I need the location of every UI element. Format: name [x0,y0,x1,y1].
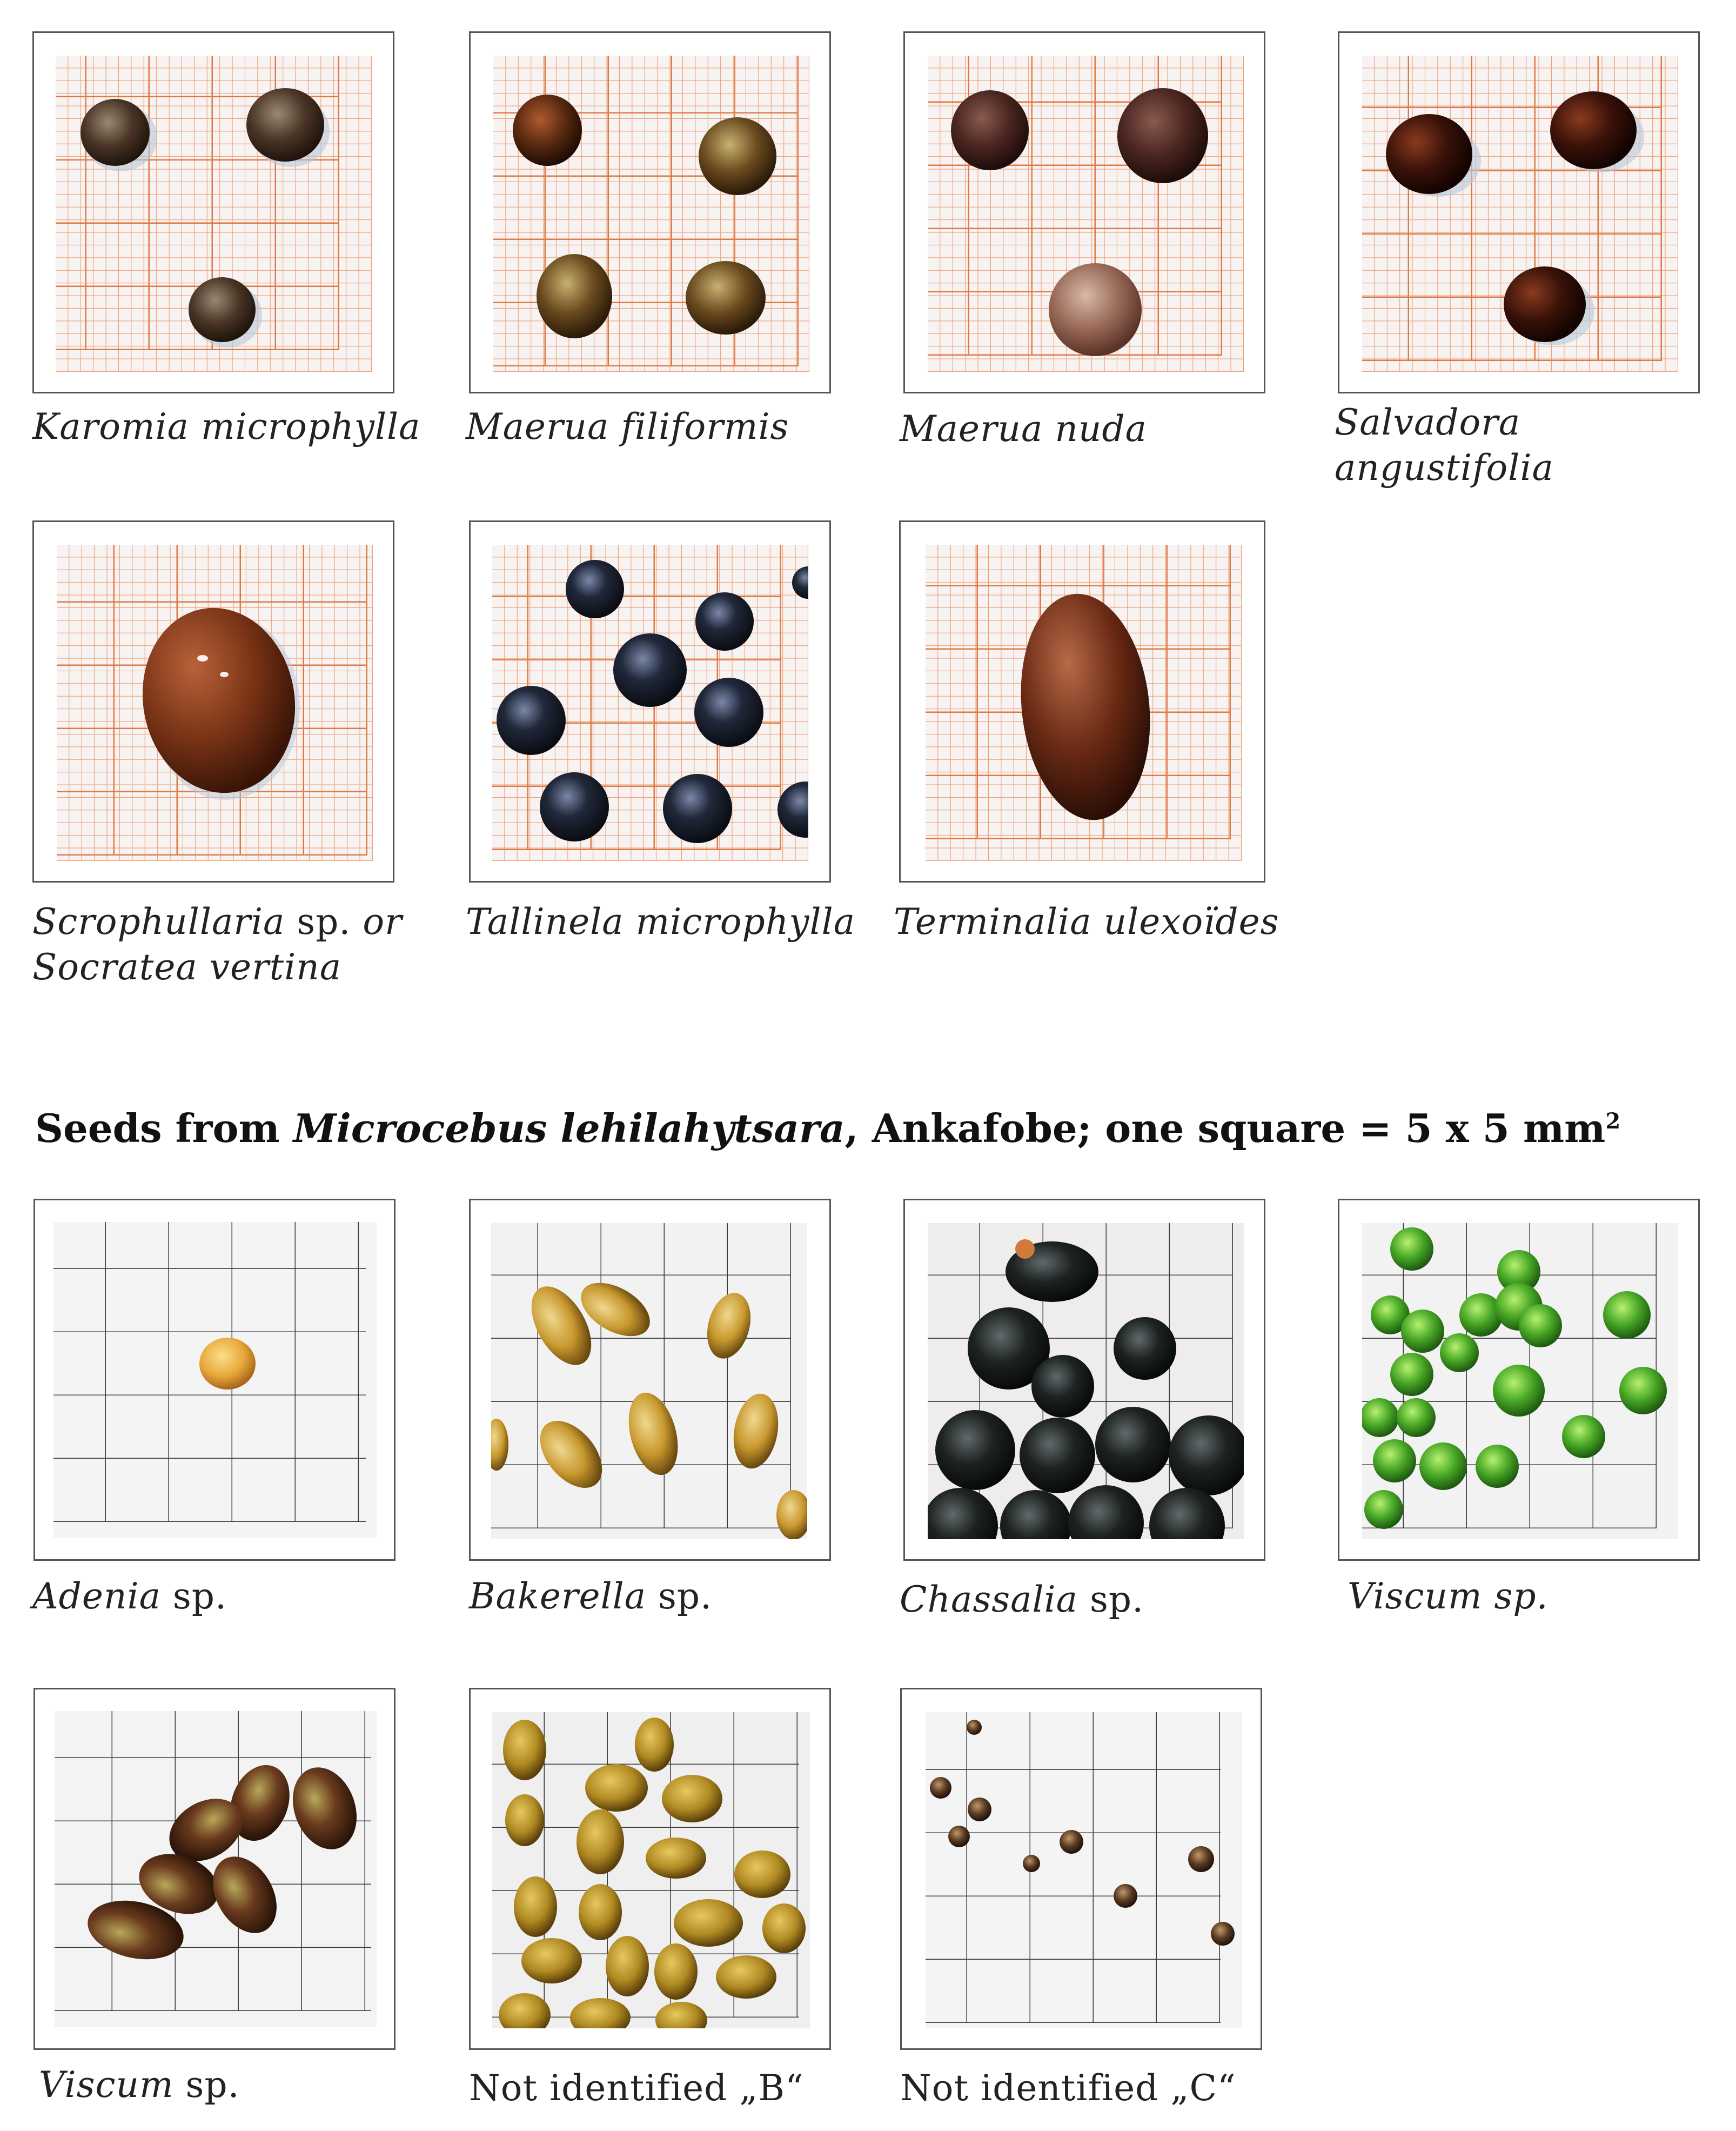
caption-adenia [32,1574,227,1619]
caption-not-identified-c [900,2066,1236,2111]
caption-italic: Chassalia [900,1579,1078,1620]
heading-sup: 2 [1605,1108,1621,1134]
photo-frame-maerua-nuda [903,31,1265,393]
seed-photo-terminalia [926,545,1242,861]
caption-italic: Bakerella [469,1575,647,1617]
caption-italic: Maerua filiformis [466,406,789,447]
seed-photo-not-identified-c [926,1712,1242,2028]
caption-terminalia [894,899,1279,945]
photo-frame-viscum-brown [33,1688,396,2050]
photo-frame-terminalia [899,520,1265,883]
caption-viscum-green [1348,1574,1549,1619]
caption-chassalia [900,1577,1144,1622]
heading-species: Microcebus lehilahytsara [293,1105,845,1151]
photo-frame-tallinela [469,520,831,883]
photo-frame-scrophullaria [32,520,394,883]
seed-photo-maerua-filiformis [493,56,809,372]
caption-karomia [32,404,421,450]
seed-photo-not-identified-b [492,1712,810,2028]
caption-bakerella [469,1574,712,1619]
caption-maerua-nuda [900,406,1147,452]
heading-suffix: , Ankafobe; one square = 5 x 5 mm [844,1105,1606,1151]
photo-frame-viscum-green [1338,1199,1700,1561]
seed-photo-karomia [56,56,372,372]
caption-italic-or: or [363,901,403,943]
photo-frame-salvadora [1338,31,1700,393]
section-heading [35,1105,1620,1151]
caption-italic: Viscum sp. [1348,1575,1549,1617]
caption-plain: Not identified „C“ [900,2067,1236,2109]
photo-frame-not-identified-b [469,1688,831,2050]
caption-scrophullaria [32,899,403,990]
seed-photo-tallinela [492,545,808,861]
caption-tallinela [466,899,855,945]
photo-frame-chassalia [903,1199,1265,1561]
caption-viscum-brown [39,2062,240,2108]
seed-photo-chassalia [928,1223,1244,1539]
seed-photo-adenia [53,1222,377,1538]
caption-plain: sp. [1078,1579,1144,1620]
photo-frame-karomia [32,31,394,393]
photo-frame-not-identified-c [900,1688,1262,2050]
seed-photo-salvadora [1362,56,1678,372]
caption-plain: sp. [160,1575,227,1617]
caption-plain: sp. [173,2064,240,2106]
caption-plain: sp. [285,901,363,943]
heading-prefix: Seeds from [35,1105,293,1151]
seed-photo-scrophullaria [57,545,373,861]
caption-plain: sp. [646,1575,713,1617]
caption-not-identified-b [469,2066,804,2111]
caption-italic: Tallinela microphylla [466,901,856,943]
seed-photo-viscum-brown [55,1711,377,2027]
caption-italic: Maerua nuda [900,408,1147,450]
caption-plain: Not identified „B“ [469,2067,804,2109]
seed-photo-bakerella [491,1223,807,1539]
caption-italic: Adenia [32,1575,161,1617]
caption-maerua-filiformis [466,404,789,450]
caption-italic-line2: Socratea vertina [32,946,342,988]
caption-italic: Scrophullaria [32,901,285,943]
caption-italic-line2: angustifolia [1335,447,1554,489]
caption-italic: Karomia microphylla [32,406,421,447]
caption-italic: Terminalia ulexoïdes [894,901,1279,943]
photo-frame-adenia [33,1199,396,1561]
photo-frame-maerua-filiformis [469,31,831,393]
caption-italic: Viscum [39,2064,174,2106]
photo-frame-bakerella [469,1199,831,1561]
seed-photo-maerua-nuda [928,56,1244,372]
caption-salvadora [1335,400,1554,491]
caption-italic-line1: Salvadora [1335,402,1521,443]
seed-photo-viscum-green [1362,1223,1678,1539]
